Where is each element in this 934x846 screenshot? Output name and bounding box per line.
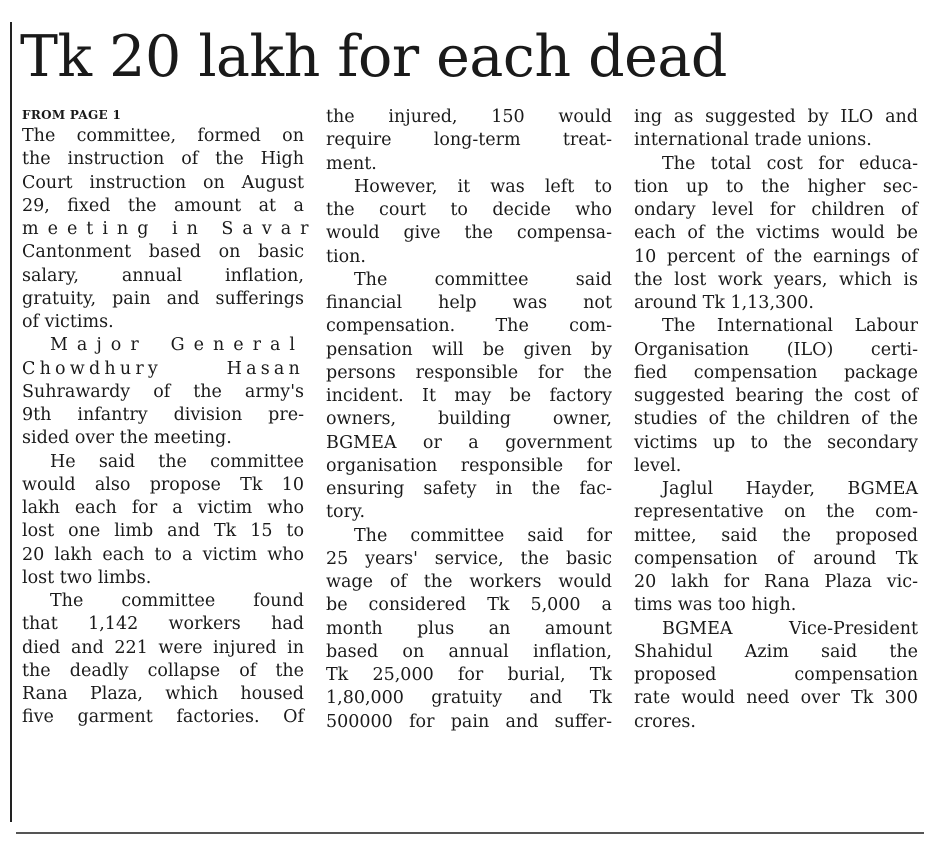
- body-line: died and 221 were injured in: [22, 637, 304, 658]
- body-line: The committee said: [354, 269, 612, 290]
- body-line: financial help was not: [326, 293, 612, 313]
- body-line: the court to decide who: [326, 200, 612, 220]
- body-line: Chowdhury Hasan: [22, 358, 304, 379]
- body-line: crores.: [634, 711, 696, 732]
- body-line: 25 years' service, the basic: [326, 548, 612, 569]
- body-line: fied compensation package: [634, 362, 918, 383]
- body-line: pensation will be given by: [326, 339, 612, 360]
- body-line: tion.: [326, 246, 366, 267]
- body-line: compensation. The com-: [326, 316, 612, 337]
- body-line: salary, annual inflation,: [22, 265, 304, 286]
- body-line: organisation responsible for: [326, 455, 612, 476]
- body-line: The total cost for educa-: [662, 153, 918, 174]
- body-line: lost two limbs.: [22, 567, 152, 588]
- body-line: Organisation (ILO) certi-: [634, 339, 918, 360]
- body-line: proposed compensation: [634, 665, 918, 685]
- body-line: of victims.: [22, 312, 114, 332]
- body-line: BGMEA Vice-President: [662, 618, 918, 639]
- body-line: 1,80,000 gratuity and Tk: [326, 688, 612, 709]
- body-line: rate would need over Tk 300: [634, 688, 918, 709]
- body-line: Major General: [50, 335, 304, 356]
- body-line: 9th infantry division pre-: [22, 405, 304, 425]
- body-line: meeting in Savar: [22, 219, 318, 239]
- body-line: tion up to the higher sec-: [634, 176, 918, 197]
- body-line: the lost work years, which is: [634, 269, 918, 290]
- body-line: victims up to the secondary: [634, 432, 918, 453]
- body-line: ing as suggested by ILO and: [634, 107, 918, 127]
- body-line: The committee said for: [354, 525, 612, 546]
- body-line: would also propose Tk 10: [22, 474, 304, 495]
- body-line: Rana Plaza, which housed: [22, 684, 304, 704]
- article-column-1: [22, 106, 318, 730]
- body-line: However, it was left to: [354, 176, 612, 197]
- body-line: lost one limb and Tk 15 to: [22, 521, 304, 542]
- body-line: The International Labour: [662, 316, 918, 337]
- left-column-rule: [10, 22, 12, 822]
- body-line: ment.: [326, 153, 377, 174]
- body-line: international trade unions.: [634, 130, 872, 151]
- body-line: representative on the com-: [634, 502, 918, 523]
- body-line: Suhrawardy of the army's: [22, 381, 304, 402]
- body-line: The committee found: [50, 591, 304, 611]
- body-line: lakh each for a victim who: [22, 498, 304, 518]
- body-line: around Tk 1,13,300.: [634, 293, 814, 313]
- body-line: five garment factories. Of: [22, 707, 304, 728]
- bottom-rule: [16, 832, 924, 834]
- body-line: the deadly collapse of the: [22, 660, 304, 681]
- body-line: be considered Tk 5,000 a: [326, 595, 612, 616]
- body-line: Shahidul Azim said the: [634, 641, 918, 662]
- body-line: 20 lakh each to a victim who: [22, 544, 304, 565]
- body-line: compensation of around Tk: [634, 548, 918, 569]
- body-line: level.: [634, 455, 682, 476]
- body-line: sided over the meeting.: [22, 428, 232, 449]
- body-line: tims was too high.: [634, 595, 797, 616]
- body-line: 500000 for pain and suffer-: [326, 711, 612, 732]
- body-line: month plus an amount: [326, 618, 612, 639]
- body-line: The committee, formed on: [22, 126, 304, 146]
- body-line: the injured, 150 would: [326, 107, 612, 127]
- article-column-2: [326, 106, 612, 734]
- body-line: ondary level for children of: [634, 200, 918, 220]
- article-column-3: [634, 106, 918, 734]
- body-line: BGMEA or a government: [326, 432, 612, 453]
- body-line: 10 percent of the earnings of: [634, 246, 918, 267]
- body-line: Tk 25,000 for burial, Tk: [326, 665, 612, 685]
- body-line: wage of the workers would: [326, 572, 612, 592]
- body-line: based on annual inflation,: [326, 641, 612, 662]
- body-line: gratuity, pain and sufferings: [22, 288, 304, 309]
- body-line: He said the committee: [50, 451, 304, 472]
- body-line: persons responsible for the: [326, 362, 612, 383]
- body-line: each of the victims would be: [634, 223, 918, 244]
- body-line: owners, building owner,: [326, 409, 612, 430]
- body-line: studies of the children of the: [634, 409, 918, 430]
- jump-line-from-page: FROM PAGE 1: [22, 108, 122, 122]
- body-line: ensuring safety in the fac-: [326, 479, 612, 499]
- body-line: would give the compensa-: [326, 223, 612, 244]
- body-line: incident. It may be factory: [326, 386, 612, 406]
- body-line: suggested bearing the cost of: [634, 386, 918, 406]
- headline: Tk 20 lakh for each dead: [20, 24, 727, 90]
- body-line: 29, fixed the amount at a: [22, 195, 304, 216]
- body-line: mittee, said the proposed: [634, 525, 918, 546]
- body-line: 20 lakh for Rana Plaza vic-: [634, 572, 918, 592]
- body-line: Court instruction on August: [22, 172, 304, 193]
- body-line: tory.: [326, 502, 366, 523]
- body-line: require long-term treat-: [326, 130, 612, 151]
- body-line: that 1,142 workers had: [22, 614, 304, 635]
- body-line: Jaglul Hayder, BGMEA: [662, 479, 918, 499]
- body-line: the instruction of the High: [22, 149, 304, 170]
- body-line: Cantonment based on basic: [22, 242, 304, 263]
